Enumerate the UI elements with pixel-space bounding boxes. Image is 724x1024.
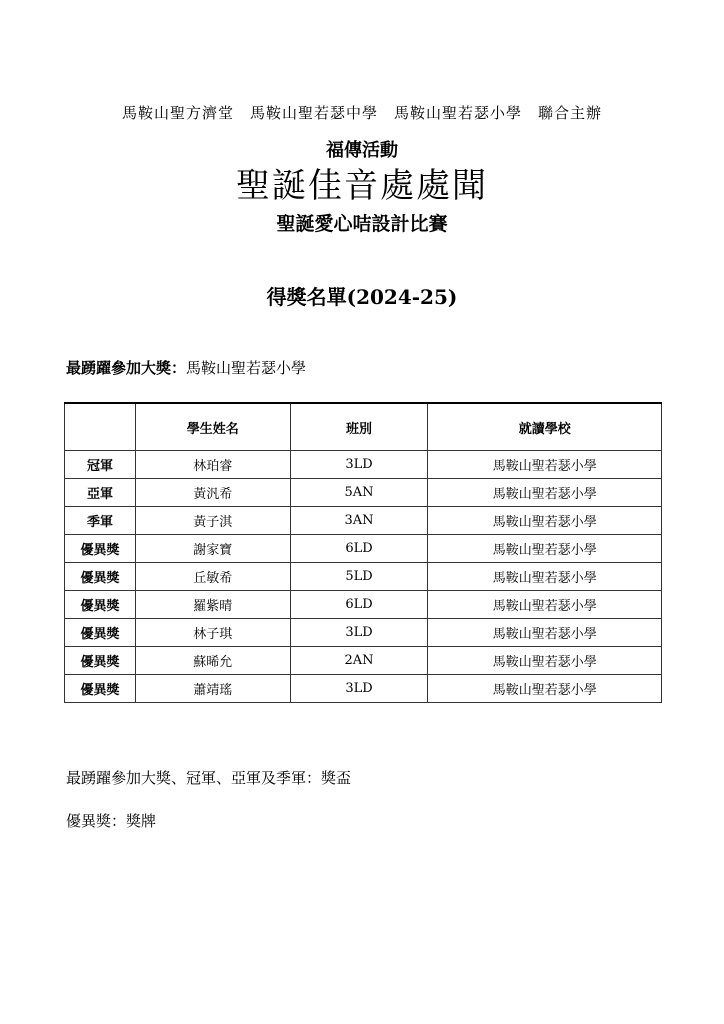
organizer-primary-school: 馬鞍山聖若瑟小學 [394,104,523,122]
class-cell: 6LD [290,535,428,563]
column-header-class: 班別 [290,403,428,451]
name-cell: 羅紫晴 [135,591,290,619]
table-row [65,451,662,479]
award-list-title: 得獎名單(2024-25) [266,285,458,309]
name-cell: 蘇晞允 [135,647,290,675]
class-cell: 2AN [290,647,428,675]
table-row [65,507,662,535]
page-title: 聖誕佳音處處聞 [236,166,488,206]
special-award [66,357,306,378]
table-row [65,591,662,619]
event-type: 福傳活動 [326,140,398,161]
organizers-line [0,102,724,123]
class-cell: 5AN [290,479,428,507]
table-header-row [65,403,662,451]
award-cell: 季軍 [65,507,136,535]
class-cell: 3LD [290,451,428,479]
award-cell: 優異獎 [65,647,136,675]
table-row [65,535,662,563]
award-cell: 優異獎 [65,619,136,647]
award-cell: 冠軍 [65,451,136,479]
class-cell: 3LD [290,619,428,647]
table-row [65,479,662,507]
award-table [64,402,662,703]
organizer-secondary-school: 馬鞍山聖若瑟中學 [249,104,378,122]
class-cell: 3AN [290,507,428,535]
table-row [65,563,662,591]
class-cell: 3LD [290,675,428,703]
table-row [65,647,662,675]
organizer-joint-label: 聯合主辦 [538,104,603,122]
school-cell: 馬鞍山聖若瑟小學 [428,647,662,675]
table-row [65,675,662,703]
column-header-school: 就讀學校 [428,403,662,451]
special-award-winner: 馬鞍山聖若瑟小學 [186,359,307,377]
class-cell: 5LD [290,563,428,591]
school-cell: 馬鞍山聖若瑟小學 [428,507,662,535]
award-cell: 優異獎 [65,535,136,563]
medal-note: 優異獎：獎牌 [66,812,157,830]
name-cell: 林珀睿 [135,451,290,479]
award-cell: 優異獎 [65,675,136,703]
name-cell: 黃子淇 [135,507,290,535]
organizer-church: 馬鞍山聖方濟堂 [121,104,234,122]
award-cell: 優異獎 [65,563,136,591]
column-header-name: 學生姓名 [135,403,290,451]
award-cell: 亞軍 [65,479,136,507]
school-cell: 馬鞍山聖若瑟小學 [428,591,662,619]
school-cell: 馬鞍山聖若瑟小學 [428,479,662,507]
school-cell: 馬鞍山聖若瑟小學 [428,451,662,479]
school-cell: 馬鞍山聖若瑟小學 [428,563,662,591]
name-cell: 林子琪 [135,619,290,647]
competition-title: 聖誕愛心咭設計比賽 [276,213,448,235]
special-award-label: 最踴躍參加大獎： [66,359,187,377]
name-cell: 蕭靖瑤 [135,675,290,703]
name-cell: 丘敏希 [135,563,290,591]
class-cell: 6LD [290,591,428,619]
column-header-award [65,403,136,451]
name-cell: 謝家寶 [135,535,290,563]
award-cell: 優異獎 [65,591,136,619]
school-cell: 馬鞍山聖若瑟小學 [428,675,662,703]
school-cell: 馬鞍山聖若瑟小學 [428,619,662,647]
name-cell: 黃汎希 [135,479,290,507]
trophy-note: 最踴躍參加大獎、冠軍、亞軍及季軍：獎盃 [66,769,352,787]
school-cell: 馬鞍山聖若瑟小學 [428,535,662,563]
table-row [65,619,662,647]
